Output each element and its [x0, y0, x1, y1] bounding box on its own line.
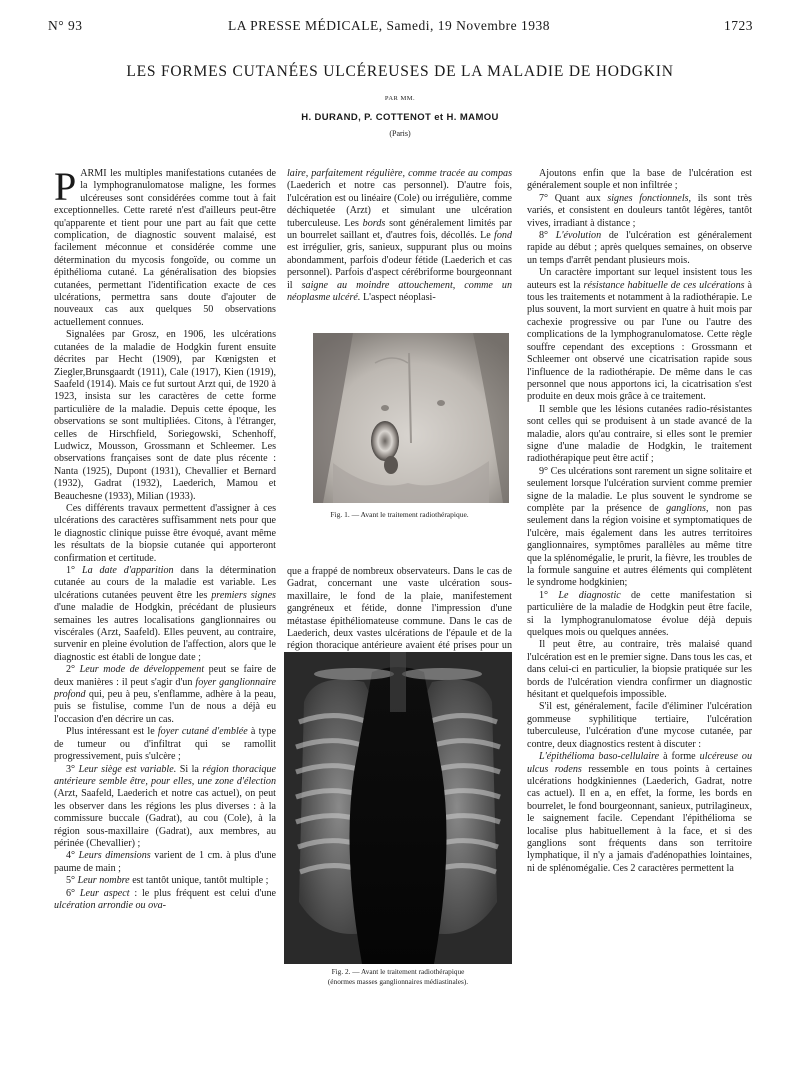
- paragraph: L'épithélioma baso-cellulaire à forme ulcéreuse ou ulcus rodens ressemble en tous points à certaines ulcérations hodgkiniennes (Laederich, Gadrat, notre cas actuel). Il en a, en effet, la forme, les bords en bourrelet, le fond bourgeonnant, sanieux, putrilagineux, le saignement facile. Cependant l'épithélioma se localise plus habituellement à la face, et si des ganglions sont fréquents dans son territoire lymphatique, il n'y a jamais d'adénopathies lointaines, ni de splénomégalie. Ces 2 caractères permettent la: [527, 751, 753, 874]
- author-affiliation: (Paris): [389, 129, 411, 138]
- figure-1-caption: Fig. 1. — Avant le traitement radiothérapique.: [330, 510, 469, 519]
- byline-prefix: PAR MM.: [384, 95, 416, 102]
- chest-ulcer-photo: [313, 333, 509, 503]
- figure-1-photo: [313, 333, 509, 503]
- running-head: [48, 18, 753, 38]
- article-authors: H. DURAND, P. COTTENOT et H. MAMOU: [301, 112, 499, 123]
- paragraph: PARMI les multiples manifestations cutanées de la lymphogranulomatose maligne, les formes ulcéreuses sont considérées comme tout à fait exceptionnelles. Cette rareté n'est d'ailleurs peut-être qu'apparente et tient pour une part au fait que cette complication, de diagnostic souvent malaisé, est facilement méconnue et considérée comme une détermination du mycosis fongoïde, ou comme un épithélioma cutané. La généralisation des biopsies cutanées, permettant l'identification exacte de ces ulcérations, permettra sans doute d'ajouter de nouveaux cas aux quelques 50 observations actuellement connues.: [54, 164, 276, 328]
- page-number: 1723: [724, 18, 753, 33]
- paragraph: que a frappé de nombreux observateurs. Dans le cas de Gadrat, concernant une vaste ulcération sous-maxillaire, le fond de la plaie, manifestement gangréneux et fétide, donne l'impression d'une métastase épithéliomateuse commune. Dans le cas de Laederich, deux vastes ulcérations de l'épaule et de la région thoracique antérieure avaient été prises pour un: [287, 566, 512, 652]
- figure-2-caption-line: (énormes masses ganglionnaires médiastinales).: [327, 976, 469, 986]
- paragraph: Il peut être, au contraire, très malaisé quand l'ulcération est en le premier signe. Dans tous les cas, et dans celui-ci en particulier, la biopsie pratiquée sur les bords de l'ulcération viendra confirmer un diagnostic hésitant et quelquefois impossible.: [527, 639, 752, 701]
- journal-date: LA PRESSE MÉDICALE, Samedi, 19 Novembre 1938: [228, 18, 550, 33]
- figure-2-caption-line: Fig. 2. — Avant le traitement radiothérapique: [331, 967, 465, 976]
- paragraph: 1° La date d'apparition dans la détermination cutanée au cours de la maladie est variable. Les ulcérations cutanées peuvent être les premiers signes d'une maladie de Hodgkin, précédant de plusieurs semaines les autres localisations ganglionnaires ou viscérales (Arzt, Saafeld). Elles peuvent, au contraire, survenir en pleine évolution de l'affection, alors que le diagnostic est établi de longue date ;: [54, 565, 277, 663]
- paragraph: 6° Leur aspect : le plus fréquent est celui d'une ulcération arrondie ou ova-: [54, 887, 276, 911]
- column-2-continued: [287, 566, 512, 665]
- paragraph: 9° Ces ulcérations sont rarement un signe solitaire et seulement lorsque l'ulcération survient comme premier signe de la maladie. Le plus souvent le syndrome se complète par la présence de ganglions, non pas seulement dans la région voisine et symptomatiques de l'ulcère, mais également dans les autres territoires ganglionnaires, symptômes parallèles au même titre que la splénomégalie, le prurit, la fièvre, les troubles de la formule sanguine et autres éléments qui complètent le syndrome hodgkinien;: [527, 465, 752, 589]
- paragraph: Plus intéressant est le foyer cutané d'emblée à type de tumeur ou d'infiltrat qui se ramollit progressivement, puis s'ulcère ;: [54, 726, 276, 763]
- paragraph: Signalées par Grosz, en 1906, les ulcérations cutanées de la maladie de Hodgkin furent ensuite décrites par Hecht (1909), par Kœnigsten et Ziegler,Brunsgaardt (1911), Cale (1917), Kien (1919), Saafeld (1914). Mais ce fut surtout Arzt qui, de 1920 à 1923, insista sur les caractères de cette forme particulière de la maladie. Depuis cette époque, les observations se sont multipliées. Citons, à l'étranger, celles de Hirschfield, Soriegowski, Schenhoff, Ludwicz, Mousson, Grossmann et Schleemer. Les observations françaises sont de date plus récente : Nanta (1925), Dupont (1931), Chevallier et Bernard (1932), Gadrat (1932), Laederich, Mamou et Beauchesne (1933), Milian (1933).: [54, 329, 276, 502]
- column-2: [287, 168, 512, 304]
- paragraph: laire, parfaitement régulière, comme tracée au compas (Laederich et notre cas personnel). D'autre fois, l'ulcération est ou linéaire (Cole) ou irrégulière, comme déchiquetée (Arzt) et simulant une ulcération tuberculeuse. Les bords sont généralement limités par un bourrelet saillant et, d'autres fois, décollés. Le fond est irrégulier, gris, sanieux, suppurant plus ou moins abondamment, parfois d'odeur fétide (Laederich et cas personnel). Parfois d'aspect cérébriforme bourgeonnant il saigne au moindre attouchement, comme un néoplasme ulcéré. L'aspect néoplasi-: [287, 168, 512, 304]
- paragraph: Ajoutons enfin que la base de l'ulcération est généralement souple et non infiltrée ;: [527, 168, 752, 192]
- figure-2-caption: [280, 967, 516, 986]
- paragraph: 7° Quant aux signes fonctionnels, ils sont très variés, et consistent en douleurs tantôt légères, tantôt vives, irradiant à distance ;: [527, 192, 752, 229]
- drop-cap: P: [54, 164, 77, 209]
- paragraph: 1° Le diagnostic de cette manifestation si particulière de la maladie de Hodgkin peut être facile, si la lymphogranulomatose évolue déjà depuis quelques mois ou quelques années.: [527, 589, 752, 639]
- paragraph: 3° Leur siège est variable. Si la région thoracique antérieure semble être, pour elles, une zone d'élection (Arzt, Saafeld, Laederich et notre cas actuel), on peut les observer dans les régions les plus diverses : à la commissure buccale (Gadrat), au cou (Cole), à la région sous-maxillaire (Gadrat), aux membres, au périnée (Chevallier) ;: [54, 763, 276, 849]
- column-3: [527, 168, 752, 875]
- paragraph: Il semble que les lésions cutanées radio-résistantes sont celles qui se produisent à un stade avancé de la maladie, alors qu'au contraire, si elles sont le premier signe d'une maladie de Hodgkin, le traitement radiothérapique peut être actif ;: [527, 403, 752, 465]
- article-title: LES FORMES CUTANÉES ULCÉREUSES DE LA MALADIE DE HODGKIN: [126, 63, 674, 80]
- paragraph: 8° L'évolution de l'ulcération est généralement rapide au début ; après quelques semaines, on observe un temps d'arrêt pendant plusieurs mois.: [527, 230, 752, 266]
- paragraph: Un caractère important sur lequel insistent tous les auteurs est la résistance habituelle de ces ulcérations à tous les traitements et notamment à la radiothérapie. Le plus souvent, la mort survient en quatre à huit mois par cachexie progressive ou par l'une ou l'autre des complications de la lymphogranulomatose. Cette règle souffre cependant des exceptions : Grossmann et Schleemer ont observé une cicatrisation rapide sous l'influence de la radiothérapie. De même dans le cas personnel que nous apportons ici, la cicatrisation s'est produite en deux mois grâce à ce traitement.: [527, 267, 752, 403]
- paragraph: 2° Leur mode de développement peut se faire de deux manières : il peut s'agir d'un foyer ganglionnaire profond qui, peu à peu, s'enflamme, adhère à la peau, puis se fistulise, comme l'un de nous a déjà eu l'occasion d'en décrire un cas.: [54, 664, 277, 725]
- paragraph: Ces différents travaux permettent d'assigner à ces ulcérations des caractères suffisamment nets pour que le diagnostic clinique puisse être évoqué, avant même les résultats de la biopsie cutanée qui apporteront confirmation et certitude.: [54, 502, 276, 564]
- paragraph: 4° Leurs dimensions varient de 1 cm. à plus d'une paume de main ;: [54, 850, 276, 874]
- column-1: [54, 164, 277, 912]
- paragraph: S'il est, généralement, facile d'éliminer l'ulcération gommeuse syphilitique tertiaire, l'ulcération tuberculeuse, l'ulcération d'une mycose cutanée, par contre, deux diagnostics restent à discuter :: [527, 701, 752, 750]
- figure-2-xray: [284, 652, 512, 964]
- paragraph: 5° Leur nombre est tantôt unique, tantôt multiple ;: [66, 875, 269, 887]
- chest-xray-image: [284, 652, 512, 964]
- issue-number: N° 93: [48, 18, 83, 33]
